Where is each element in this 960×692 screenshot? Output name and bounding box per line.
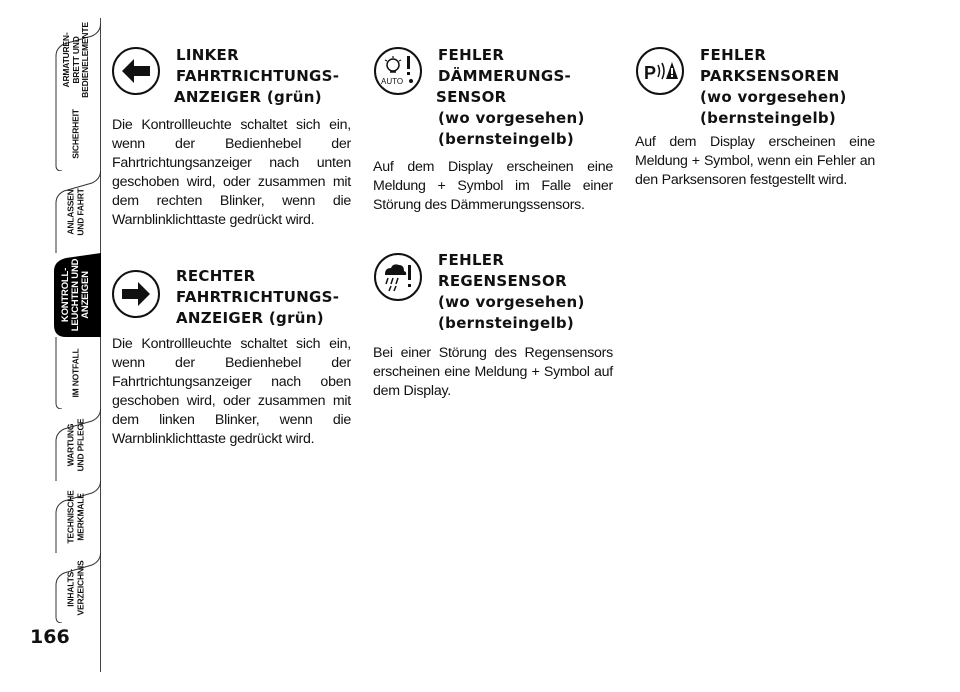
tab-kontrollleuchten[interactable] — [52, 253, 100, 337]
title-line: ANZEIGER (grün) — [176, 309, 324, 327]
title-line: FEHLER — [700, 46, 767, 64]
title-line: FAHRTRICHTUNGS- — [176, 67, 340, 85]
rain-sensor-fault-icon — [374, 253, 422, 301]
title-line: (bernsteingelb) — [438, 130, 575, 148]
tab-inhaltsverzeichnis[interactable] — [52, 553, 100, 623]
tab-label: ARMATUREN- BRETT UND BEDIENELEMENTE — [60, 22, 90, 98]
section-title — [176, 45, 339, 108]
section-title — [438, 250, 585, 334]
section-body: Auf dem Display erscheinen eine Meldung + Symbol im Falle einer Störung des Dämmerungssensors. — [373, 159, 613, 213]
title-line: (wo vorgesehen) — [700, 88, 847, 106]
section-body: Die Kontrollleuchte schaltet sich ein, wenn der Bedienhebel der Fahrtrichtungsanzeiger nach unten geschoben wird, oder zusammen mit dem rechten Blinker, wenn die Warnblinklichttaste gedrückt wird. — [112, 117, 351, 228]
title-line: REGENSENSOR — [438, 272, 567, 290]
parking-sensor-fault-icon — [636, 47, 684, 95]
tab-label: ANLASSEN UND FAHRT — [65, 188, 85, 236]
section-body: Bei einer Störung des Regensensors erscheinen eine Meldung + Symbol auf dem Display. — [373, 345, 613, 399]
title-line: (bernsteingelb) — [700, 109, 837, 127]
title-line: DÄMMERUNGS- — [438, 67, 572, 85]
title-line: PARKSENSOREN — [700, 67, 840, 85]
section-body: Die Kontrollleuchte schaltet sich ein, wenn der Bedienhebel der Fahrtrichtungsanzeiger nach oben geschoben wird, oder zusammen mit dem linken Blinker, wenn die Warnblinklichttaste gedrückt wird. — [112, 336, 351, 447]
tab-sicherheit[interactable] — [52, 96, 100, 171]
tab-im-notfall[interactable] — [52, 337, 100, 409]
icon-text: P — [644, 63, 657, 83]
tab-label: SICHERHEIT — [70, 108, 81, 159]
section-title — [700, 45, 847, 129]
chapter-sidebar — [0, 0, 100, 692]
title-line: FAHRTRICHTUNGS- — [176, 288, 340, 306]
page-number: 166 — [30, 626, 70, 648]
tab-technische-merkmale[interactable] — [52, 481, 100, 553]
arrow-left-icon — [112, 47, 160, 95]
tab-label: IM NOTFALL — [70, 348, 81, 398]
tab-label: KONTROLL- LEUCHTEN UND ANZEIGEN — [60, 258, 91, 332]
title-line: SENSOR — [436, 88, 507, 106]
tab-label: INHALTS- VERZEICHNIS — [65, 560, 85, 616]
title-line: (bernsteingelb) — [438, 314, 575, 332]
title-line: LINKER — [176, 46, 239, 64]
title-line: FEHLER — [438, 251, 505, 269]
section-title — [176, 266, 339, 329]
icon-text: AUTO — [381, 77, 404, 86]
title-line: (wo vorgesehen) — [438, 109, 585, 127]
tab-anlassen[interactable] — [52, 171, 100, 253]
title-line: ANZEIGER (grün) — [174, 88, 322, 106]
tab-label: WARTUNG UND PFLEGE — [65, 418, 85, 472]
tab-label: TECHNISCHE MERKMALE — [65, 490, 85, 544]
section-title — [438, 45, 585, 150]
tab-wartung[interactable] — [52, 409, 100, 481]
auto-light-sensor-fault-icon — [374, 47, 422, 95]
title-line: FEHLER — [438, 46, 505, 64]
title-line: RECHTER — [176, 267, 256, 285]
arrow-right-icon — [112, 270, 160, 318]
section-body: Auf dem Display erscheinen eine Meldung + Symbol, wenn ein Fehler an den Parksensoren festgestellt wird. — [635, 134, 875, 188]
title-line: (wo vorgesehen) — [438, 293, 585, 311]
tab-armaturenbrett[interactable] — [52, 24, 100, 96]
